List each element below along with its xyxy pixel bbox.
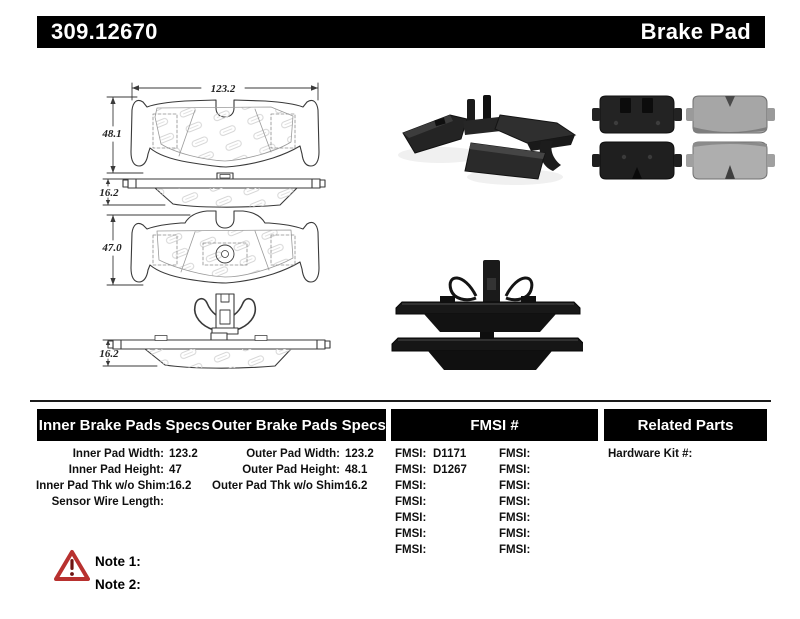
fmsi-label: FMSI: bbox=[395, 464, 427, 476]
outer-pad-profile-view bbox=[123, 173, 325, 207]
spec-row-outer-thickness bbox=[212, 478, 379, 494]
title-bar bbox=[37, 16, 765, 48]
fmsi-label: FMSI: bbox=[499, 448, 531, 460]
spec-label: Sensor Wire Length: bbox=[51, 496, 164, 508]
related-parts-header-bar bbox=[604, 409, 767, 441]
related-parts-column bbox=[608, 446, 731, 462]
inner-specs-header: Inner Brake Pads Specs bbox=[38, 416, 210, 434]
product-photo-flat bbox=[590, 85, 775, 190]
spec-label: Outer Pad Width: bbox=[246, 448, 340, 460]
spec-value: 48.1 bbox=[345, 464, 368, 476]
warning-triangle-icon bbox=[54, 549, 90, 583]
part-number: 309.12670 bbox=[51, 19, 158, 44]
outer-specs-column bbox=[212, 446, 379, 494]
spec-value: 16.2 bbox=[169, 480, 192, 492]
fmsi-label: FMSI: bbox=[499, 512, 531, 524]
inner-pad-profile-view bbox=[108, 333, 330, 368]
related-part-label: Hardware Kit #: bbox=[608, 448, 693, 460]
fmsi-header-bar bbox=[391, 409, 598, 441]
inner-pad-front-view bbox=[131, 211, 319, 283]
fmsi-label: FMSI: bbox=[395, 496, 427, 508]
product-photo-angled bbox=[395, 85, 580, 190]
note-2: Note 2: bbox=[95, 577, 141, 592]
specs-header-bar bbox=[37, 409, 386, 441]
spec-row-inner-thickness bbox=[36, 478, 203, 494]
fmsi-row bbox=[395, 510, 467, 526]
technical-drawing bbox=[95, 72, 365, 372]
fmsi-column-2 bbox=[499, 446, 571, 558]
spec-row-sensor-wire-length bbox=[36, 494, 203, 510]
fmsi-label: FMSI: bbox=[499, 528, 531, 540]
fmsi-row bbox=[499, 526, 571, 542]
pad-friction-bottom bbox=[686, 142, 775, 179]
fmsi-label: FMSI: bbox=[499, 480, 531, 492]
related-parts-header: Related Parts bbox=[637, 416, 734, 434]
dim-label-outer-thickness: 16.2 bbox=[99, 187, 119, 199]
fmsi-label: FMSI: bbox=[395, 544, 427, 556]
fmsi-header: FMSI # bbox=[470, 416, 519, 434]
fmsi-row bbox=[499, 494, 571, 510]
spec-label: Outer Pad Height: bbox=[242, 464, 340, 476]
fmsi-row bbox=[499, 478, 571, 494]
related-part-row bbox=[608, 446, 731, 462]
note-1: Note 1: bbox=[95, 554, 141, 569]
fmsi-value: D1171 bbox=[433, 448, 467, 460]
pad-back-top bbox=[592, 96, 682, 133]
spec-label: Inner Pad Height: bbox=[68, 464, 164, 476]
fmsi-column-1 bbox=[395, 446, 467, 558]
fmsi-row bbox=[395, 494, 467, 510]
outer-specs-header: Outer Brake Pads Specs bbox=[211, 416, 386, 434]
dim-label-inner-thickness: 16.2 bbox=[99, 348, 119, 360]
spec-label: Outer Pad Thk w/o Shim: bbox=[212, 480, 349, 492]
pad-back-bottom bbox=[592, 142, 682, 179]
page-title: Brake Pad bbox=[640, 19, 751, 44]
fmsi-label: FMSI: bbox=[395, 448, 427, 460]
fmsi-label: FMSI: bbox=[499, 464, 531, 476]
fmsi-row bbox=[395, 542, 467, 558]
outer-pad-front-view bbox=[131, 100, 319, 167]
spec-value: 123.2 bbox=[169, 448, 198, 460]
fmsi-label: FMSI: bbox=[395, 512, 427, 524]
spec-value: 123.2 bbox=[345, 448, 374, 460]
fmsi-row bbox=[499, 542, 571, 558]
fmsi-row bbox=[395, 446, 467, 462]
fmsi-label: FMSI: bbox=[395, 480, 427, 492]
fmsi-row bbox=[499, 462, 571, 478]
spec-label: Inner Pad Thk w/o Shim: bbox=[36, 480, 170, 492]
notes-block bbox=[95, 550, 141, 596]
spec-row-inner-height bbox=[36, 462, 203, 478]
spec-row-outer-width bbox=[212, 446, 379, 462]
dim-label-outer-height: 48.1 bbox=[102, 128, 122, 140]
spec-value: 16.2 bbox=[345, 480, 368, 492]
pad-friction-top bbox=[686, 96, 775, 133]
fmsi-row bbox=[499, 446, 571, 462]
fmsi-row bbox=[395, 462, 467, 478]
fmsi-row bbox=[395, 526, 467, 542]
fmsi-label: FMSI: bbox=[395, 528, 427, 540]
table-top-rule bbox=[30, 400, 771, 402]
spec-value: 47 bbox=[169, 464, 182, 476]
dim-label-inner-height: 47.0 bbox=[102, 242, 122, 254]
product-photo-profile bbox=[388, 252, 583, 374]
fmsi-row bbox=[395, 478, 467, 494]
fmsi-row bbox=[499, 510, 571, 526]
lower-pad-profile bbox=[392, 332, 583, 370]
spec-row-inner-width bbox=[36, 446, 203, 462]
inner-specs-column bbox=[36, 446, 203, 510]
sensor-clip-drawing bbox=[195, 294, 256, 334]
fmsi-label: FMSI: bbox=[499, 544, 531, 556]
spec-row-outer-height bbox=[212, 462, 379, 478]
fmsi-label: FMSI: bbox=[499, 496, 531, 508]
dim-label-outer-width: 123.2 bbox=[210, 83, 236, 95]
spec-label: Inner Pad Width: bbox=[72, 448, 164, 460]
fmsi-value: D1267 bbox=[433, 464, 467, 476]
